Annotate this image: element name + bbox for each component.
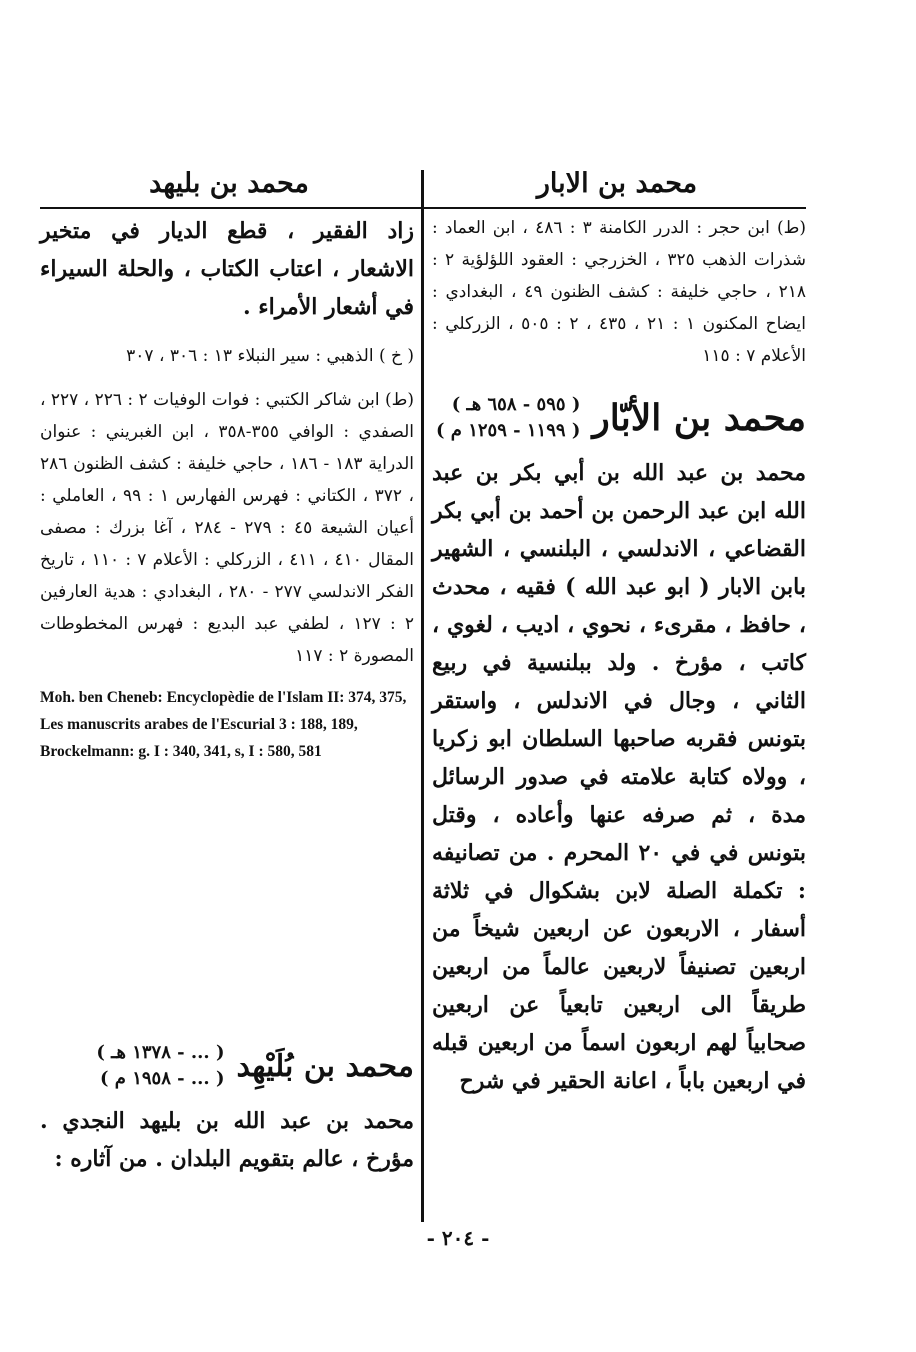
- latin-references: Moh. ben Cheneb: Encyclopèdie de l'Islam II: 374, 375, Les manuscrits arabes de l'Escurial 3 : 188, 189, Brockelmann: g. I : 340, 341, s, I : 580, 581: [40, 689, 407, 760]
- entry-heading-ibn-bulayhid: [40, 1040, 414, 1092]
- entry-dates: [96, 1040, 224, 1092]
- entry-dates-gregorian: ( ... - ١٩٥٨ م ): [100, 1068, 225, 1089]
- entry-dates-gregorian: ( ١١٩٩ - ١٢٥٩ م ): [436, 420, 581, 441]
- entry-name: محمد بن الأبّار: [592, 397, 806, 439]
- running-head-right: محمد بن الابار: [536, 167, 698, 199]
- page-number: - ٢٠٤ -: [426, 1226, 490, 1250]
- left-column: [40, 212, 414, 765]
- left-body-top: زاد الفقير ، قطع الديار في متخير الاشعار ، اعتاب الكتاب ، والحلة السيراء في أشعار الأمراء .: [40, 218, 414, 320]
- right-sources: (ط) ابن حجر : الدرر الكامنة ٣ : ٤٨٦ ، ابن العماد : شذرات الذهب ٣٢٥ ، الخزرجي : العقود اللؤلؤية ٢ : ٢١٨ ، حاجي خليفة : كشف الظنون ٤٩ ، البغدادي : ايضاح المكنون ١ : ٢١ ، ٤٣٥ ، ٢ : ٥٠٥ ، الزركلي : الأعلام ٧ : ١١٥: [432, 218, 807, 366]
- left-source-manuscript: ( خ ) الذهبي : سير النبلاء ١٣ : ٣٠٦ ، ٣٠٧: [126, 346, 414, 366]
- entry-heading-ibn-al-abbar: [432, 392, 806, 444]
- right-column: [432, 212, 806, 1100]
- entry-name: محمد بن بُلَيْهِد: [236, 1048, 414, 1084]
- left-source-printed: (ط) ابن شاكر الكتبي : فوات الوفيات ٢ : ٢٢٦ ، ٢٢٧ ، الصفدي : الوافي ٣٥٥-٣٥٨ ، ابن الغبريني : عنوان الدراية ١٨٣ - ١٨٦ ، حاجي خليفة : كشف الظنون ٢٨٦ ، ٣٧٢ ، الكتاني : فهرس الفهارس ١ : ٩٩ ، العاملي : أعيان الشيعة ٤٥ : ٢٧٩ - ٢٨٤ ، آغا بزرك : مصفى المقال ٤١٠ ، ٤١١ ، الزركلي : الأعلام ٧ : ١١٠ ، تاريخ الفكر الاندلسي ٢٧٧ - ٢٨٠ ، البغدادي : هدية العارفين ٢ : ١٢٧ ، لطفي عبد البديع : فهرس المخطوطات المصورة ٢ : ١١٧: [39, 390, 414, 666]
- entry-dates: [436, 392, 580, 444]
- column-divider: [421, 170, 424, 1222]
- left-body-bottom: محمد بن عبد الله بن بليهد النجدي . مؤرخ ، عالم بتقويم البلدان . من آثاره :: [40, 1108, 414, 1172]
- running-head-left: محمد بن بليهد: [149, 167, 309, 199]
- entry-dates-hijri: ( ... - ١٣٧٨ هـ ): [96, 1042, 225, 1063]
- entry-dates-hijri: ( ٥٩٥ - ٦٥٨ هـ ): [451, 394, 581, 415]
- left-column-lower: [40, 1040, 414, 1178]
- entry-body: محمد بن عبد الله بن أبي بكر بن عبد الله ابن عبد الرحمن بن أحمد بن أبي بكر القضاعي ، الاندلسي ، البلنسي ، الشهير بابن الابار ( ابو عبد الله ) فقيه ، محدث ، حافظ ، مقرىء ، نحوي ، اديب ، لغوي ، كاتب ، مؤرخ . ولد ببلنسية في ربيع الثاني ، وجال في الاندلس ، واستقر بتونس فقربه صاحبها السلطان ابو زكريا ، وولاه كتابة علامته في صدور الرسائل مدة ، ثم صرفه عنها وأعاده ، وقتل بتونس في في ٢٠ المحرم . من تصانيفه : تكملة الصلة لابن بشكوال في ثلاثة أسفار ، الاربعون عن اربعين شيخاً من اربعين تصنيفاً لاربعين عالماً من اربعين طريقاً الى اربعين تابعياً عن اربعين صحابياً لهم اربعون اسماً من اربعين قبله في اربعين باباً ، اعانة الحقير في شرح: [432, 460, 807, 1094]
